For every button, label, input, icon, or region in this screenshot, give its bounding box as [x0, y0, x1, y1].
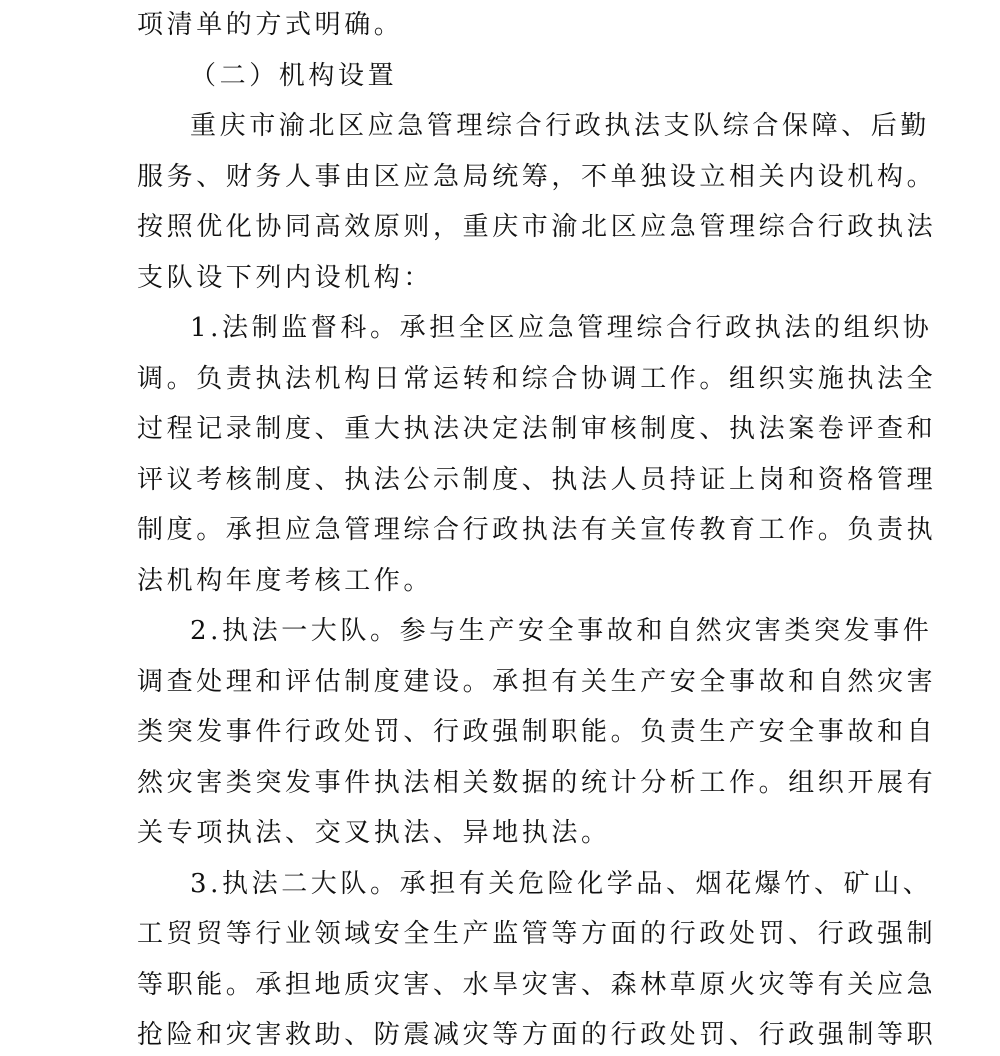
text-line: 法机构年度考核工作。: [137, 565, 434, 596]
text-line: 项清单的方式明确。: [137, 10, 404, 40]
text-line: 重庆市渝北区应急管理综合行政执法支队综合保障、后勤: [190, 111, 931, 141]
text-line: 调。负责执法机构日常运转和综合协调工作。组织实施执法全: [137, 363, 937, 394]
text-line: 抢险和灾害救助、防震减灾等方面的行政处罚、行政强制等职: [137, 1020, 937, 1050]
text-line: 调查处理和评估制度建设。承担有关生产安全事故和自然灾害: [137, 666, 937, 697]
text-line: 评议考核制度、执法公示制度、执法人员持证上岗和资格管理: [137, 464, 937, 495]
text-line: 支队设下列内设机构：: [137, 262, 434, 293]
text-line: 过程记录制度、重大执法决定法制审核制度、执法案卷评查和: [137, 414, 937, 444]
text-line: 类突发事件行政处罚、行政强制职能。负责生产安全事故和自: [137, 717, 937, 747]
section-heading: （二）机构设置: [190, 60, 398, 91]
document-body: [137, 0, 937, 1056]
text-line: 服务、财务人事由区应急局统筹，不单独设立相关内设机构。: [137, 161, 937, 192]
item-2-line: 2.执法一大队。参与生产安全事故和自然灾害类突发事件: [190, 616, 933, 646]
text-line: 等职能。承担地质灾害、水旱灾害、森林草原火灾等有关应急: [137, 969, 937, 1000]
item-3-line: 3.执法二大队。承担有关危险化学品、烟花爆竹、矿山、: [190, 868, 933, 899]
text-line: 制度。承担应急管理综合行政执法有关宣传教育工作。负责执: [137, 515, 937, 545]
text-line: 然灾害类突发事件执法相关数据的统计分析工作。组织开展有: [137, 767, 937, 798]
text-line: 关专项执法、交叉执法、异地执法。: [137, 818, 611, 848]
text-line: 按照优化协同高效原则，重庆市渝北区应急管理综合行政执法: [137, 212, 937, 242]
text-line: 工贸贸等行业领域安全生产监管等方面的行政处罚、行政强制: [137, 919, 937, 949]
item-1-line: 1.法制监督科。承担全区应急管理综合行政执法的组织协: [190, 313, 933, 343]
